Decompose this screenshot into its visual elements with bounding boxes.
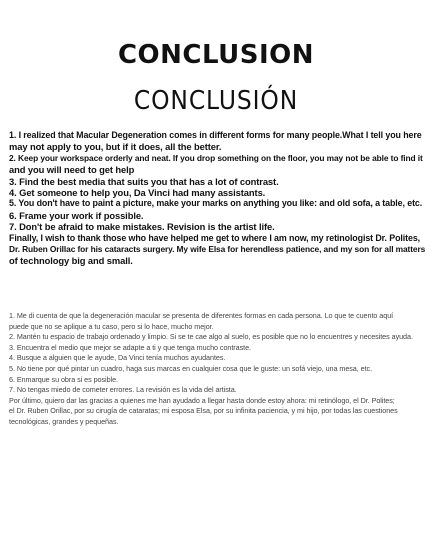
spanish-line: 2. Mantén tu espacio de trabajo ordenado y limpio. Si se te cae algo al suelo, es posible que no lo encuentres y necesites ayuda. (9, 332, 413, 342)
english-line: 4. Get someone to help you, Da Vinci had many assistants. (9, 187, 266, 199)
english-line: of technology big and small. (9, 255, 133, 267)
spanish-line: 4. Busque a alguien que le ayude, Da Vinci tenía muchos ayudantes. (9, 353, 226, 363)
english-line: and you will need to get help (9, 164, 135, 176)
spanish-line: 3. Encuentra el medio que mejor se adapte a ti y que tenga mucho contraste. (9, 342, 251, 352)
english-text-block (9, 130, 425, 267)
spanish-line: 6. Enmarque su obra si es posible. (9, 374, 118, 384)
english-line: 3. Find the best media that suits you that has a lot of contrast. (9, 175, 279, 187)
spanish-line: 5. No tiene por qué pintar un cuadro, haga sus marcas en cualquier cosa que le guste: un sofá viejo, una mesa, etc. (9, 363, 373, 373)
english-line: 2. Keep your workspace orderly and neat. If you drop something on the floor, you may not be able to find it (9, 152, 423, 163)
spanish-line: 7. No tengas miedo de cometer errores. La revisión es la vida del artista. (9, 385, 237, 395)
english-line: 5. You don't have to paint a picture, make your marks on anything you like: and old sofa, a table, etc. (9, 198, 423, 209)
spanish-text-block (9, 311, 427, 428)
spanish-line: puede que no se aplique a tu caso, pero si lo hace, mucho mejor. (9, 321, 214, 331)
english-line: Finally, I wish to thank those who have helped me get to where I am now, my retinologist Dr. Polites, (9, 232, 421, 243)
title-english: CONCLUSION (117, 40, 315, 70)
spanish-line: tecnológicas, grandes y pequeñas. (9, 416, 119, 426)
english-line: Dr. Ruben Orillac for his cataracts surgery. My wife Elsa for herendless patience, and my son for all matters (9, 244, 426, 255)
spanish-line: Por último, quiero dar las gracias a quienes me han ayudado a llegar hasta donde estoy ahora: mi retinólogo, el Dr. Polites; (9, 395, 395, 405)
english-line: 7. Don't be afraid to make mistakes. Revision is the artist life. (9, 221, 275, 233)
english-line: 1. I realized that Macular Degeneration comes in different forms for many people.What I tell you here (9, 130, 422, 140)
english-line: 6. Frame your work if possible. (9, 209, 144, 221)
spanish-line: 1. Me di cuenta de que la degeneración macular se presenta de diferentes formas en cada persona. Lo que te cuento aquí (9, 311, 394, 320)
english-line: may not apply to you, but if it does, all the better. (9, 141, 222, 153)
title-spanish: CONCLUSIÓN (133, 86, 299, 116)
spanish-line: el Dr. Ruben Orillac, por su cirugía de cataratas; mi esposa Elsa, por su infinita paciencia, y mi hijo, por todas las cuestiones (9, 406, 398, 416)
